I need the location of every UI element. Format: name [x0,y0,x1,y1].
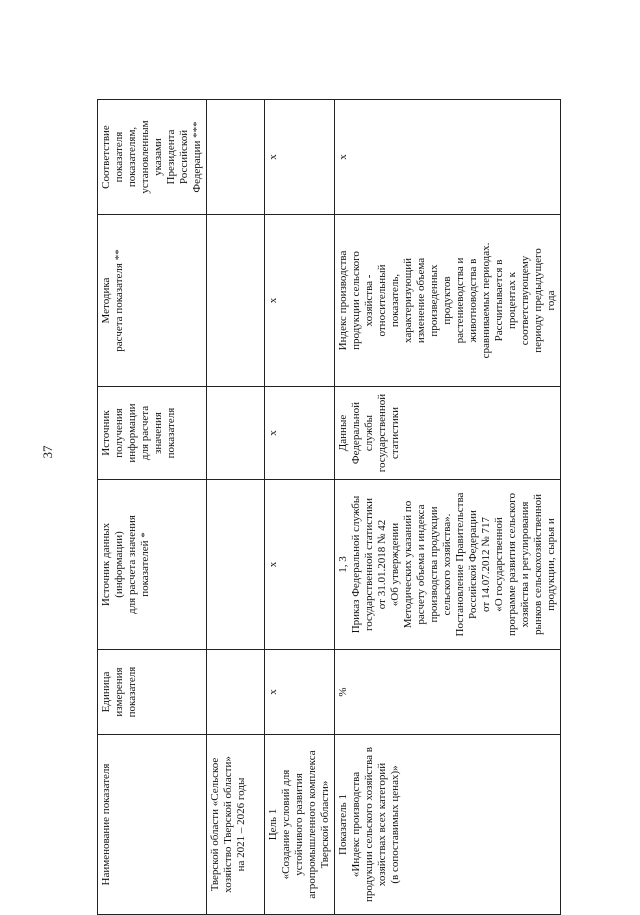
row-program-info-source [207,387,265,480]
row-indicator-unit: % [335,650,561,735]
header-methodology: Методика расчета показателя ** [98,215,207,387]
table-row [207,100,265,915]
row-program-compliance [207,100,265,215]
row-indicator-name: Показатель 1 «Индекс производства продукции сельского хозяйства в хозяйствах всех категорий (в сопоставимых ценах)» [335,735,561,915]
row-indicator-methodology: Индекс производства продукции сельского хозяйства - относительный показатель, характеризующий изменение объема произведенных продуктов растениеводства и животноводства в сравниваемых периодах. Рассчитывается в процентах к соответствующему периоду предыдущего года [335,215,561,387]
row-goal-compliance: х [265,100,335,215]
row-indicator-info-source: Данные Федеральной службы государственной статистики [335,387,561,480]
header-indicator-name: Наименование показателя [98,735,207,915]
row-goal-methodology: х [265,215,335,387]
header-data-source: Источник данных (информации) для расчета значения показателей * [98,480,207,650]
row-goal-unit: х [265,650,335,735]
indicators-table [97,99,561,915]
page-number: 37 [40,445,55,459]
row-goal-info-source: х [265,387,335,480]
row-indicator-compliance: х [335,100,561,215]
rotated-table-wrapper [97,100,557,915]
row-goal-name: Цель 1 «Создание условий для устойчивого развития агропромышленного комплекса Тверской области» [265,735,335,915]
table-header-row [98,100,207,915]
row-program-name: Тверской области «Сельское хозяйство Тверской области» на 2021 – 2026 годы [207,735,265,915]
row-program-methodology [207,215,265,387]
row-indicator-data-source: 1, 3 Приказ Федеральной службы государственной статистики от 31.01.2018 № 42 «Об утверждении Методических указаний по расчету объема и индекса производства продукции сельского хозяйства». Постановление Правительства Российской Федерации от 14.07.2012 № 717 «О государственной программе развития сельского хозяйства и регулирования рынков сельскохозяйственной продукции, сырья и [335,480,561,650]
header-compliance: Соответствие показателя показателям, установленным указами Президента Российской Федерации *** [98,100,207,215]
header-unit: Единица измерения показателя [98,650,207,735]
row-program-unit [207,650,265,735]
row-goal-data-source: х [265,480,335,650]
header-info-source: Источник получения информации для расчета значения показателя [98,387,207,480]
row-program-data-source [207,480,265,650]
table-row [265,100,335,915]
table-row [335,100,561,915]
